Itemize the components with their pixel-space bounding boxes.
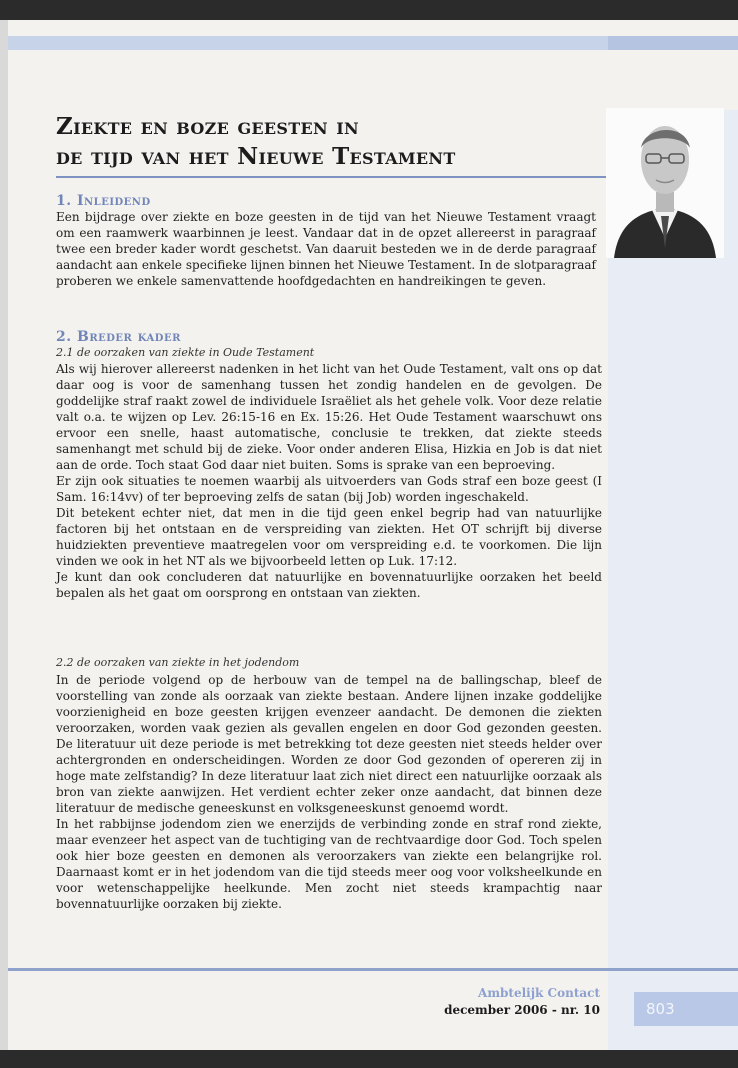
section-heading-breder-kader: 2. Breder kader xyxy=(56,329,181,345)
footer-journal-name: Ambtelijk Contact xyxy=(478,986,600,1000)
section-body-inleidend xyxy=(56,209,596,289)
footer-rule xyxy=(8,968,738,971)
article-title-line1: Ziekte en boze geesten in xyxy=(56,113,359,140)
paragraph: In het rabbijnse jodendom zien we enerzijds de verbinding zonde en straf rond ziekte, maar evenzeer het aspect van de tuchtiging van de rechtvaardige door God. Toch spelen ook hier boze geesten en demonen als veroorzakers van ziekte een belangrijke rol. Daarnaast komt er in het jodendom van die tijd steeds meer oog voor volksheelkunde en voor wetenschappelijke heelkunde. Men zocht niet steeds krampachtig naar bovennatuurlijke oorzaken bij ziekte. xyxy=(56,817,602,911)
subsection-heading-jodendom: 2.2 de oorzaken van ziekte in het jodendom xyxy=(56,656,300,669)
paragraph: Je kunt dan ook concluderen dat natuurlijke en bovennatuurlijke oorzaken het beeld bepalen als het gaat om oorsprong en ontstaan van ziekten. xyxy=(56,570,602,600)
author-photo xyxy=(606,108,724,258)
page-binding-edge xyxy=(0,20,8,1050)
paragraph: Dit betekent echter niet, dat men in die tijd geen enkel begrip had van natuurlijke factoren bij het ontstaan en de verspreiding van ziekten. Het OT schrijft bij diverse huidziekten preventieve maatregelen voor om verspreiding e.d. te voorkomen. Die lijn vinden we ook in het NT als we bijvoorbeeld letten op Luk. 17:12. xyxy=(56,506,602,568)
author-portrait-icon xyxy=(606,108,724,258)
article-title-line2: de tijd van het Nieuwe Testament xyxy=(56,143,456,170)
article-title xyxy=(56,112,596,172)
paragraph: In de periode volgend op de herbouw van de tempel na de ballingschap, bleef de voorstelling van zonde als oorzaak van ziekte bestaan. Andere lijnen inzake goddelijke voorzienigheid en boze geesten krijgen evenzeer aandacht. De demonen die ziekten veroorzaken, worden vaak gezien als gevallen engelen en door God gezonden geesten. De literatuur uit deze periode is met betrekking tot deze geesten niet steeds helder over achtergronden en onderscheidingen. Worden ze door God gezonden of opereren zij in hoge mate zelfstandig? In deze literatuur laat zich niet direct een natuurlijke oorzaak als bron van ziekte aanwijzen. Het verdient echter zeker onze aandacht, dat binnen deze literatuur de medische geneeskunst en volksgeneeskunst genoemd wordt. xyxy=(56,673,602,815)
section-body-jodendom xyxy=(56,672,602,912)
page-number: 803 xyxy=(634,992,738,1026)
subsection-heading-oude-testament: 2.1 de oorzaken van ziekte in Oude Testament xyxy=(56,346,315,359)
paragraph: Er zijn ook situaties te noemen waarbij als uitvoerders van Gods straf een boze geest (I Sam. 16:14vv) of ter beproeving zelfs de satan (bij Job) worden ingeschakeld. xyxy=(56,474,602,504)
title-underline xyxy=(56,176,606,178)
section-heading-inleidend: 1. Inleidend xyxy=(56,193,151,209)
header-band-accent xyxy=(608,36,738,50)
section-body-oude-testament xyxy=(56,361,602,601)
paragraph: Een bijdrage over ziekte en boze geesten in de tijd van het Nieuwe Testament vraagt om een raamwerk waarbinnen je leest. Vandaar dat in de opzet allereerst in paragraaf twee een breder kader wordt geschetst. Van daaruit besteden we in de derde paragraaf aandacht aan enkele specifieke lijnen binnen het Nieuwe Testament. In de slotparagraaf proberen we enkele samenvattende hoofdgedachten en handreikingen te geven. xyxy=(56,210,596,288)
footer-issue-date: december 2006 - nr. 10 xyxy=(444,1003,600,1017)
paragraph: Als wij hierover allereerst nadenken in het licht van het Oude Testament, valt ons op dat daar oog is voor de samenhang tussen het zondig handelen en de gevolgen. De goddelijke straf raakt zowel de individuele Israëliet als het gehele volk. Voor deze relatie valt o.a. te wijzen op Lev. 26:15-16 en Ex. 15:26. Het Oude Testament waarschuwt ons ervoor een snelle, haast automatische, conclusie te trekken, dat ziekte steeds samenhangt met schuld bij de zieke. Voor onder anderen Elisa, Hizkia en Job is dat niet aan de orde. Toch staat God daar niet buiten. Soms is sprake van een beproeving. xyxy=(56,362,602,472)
